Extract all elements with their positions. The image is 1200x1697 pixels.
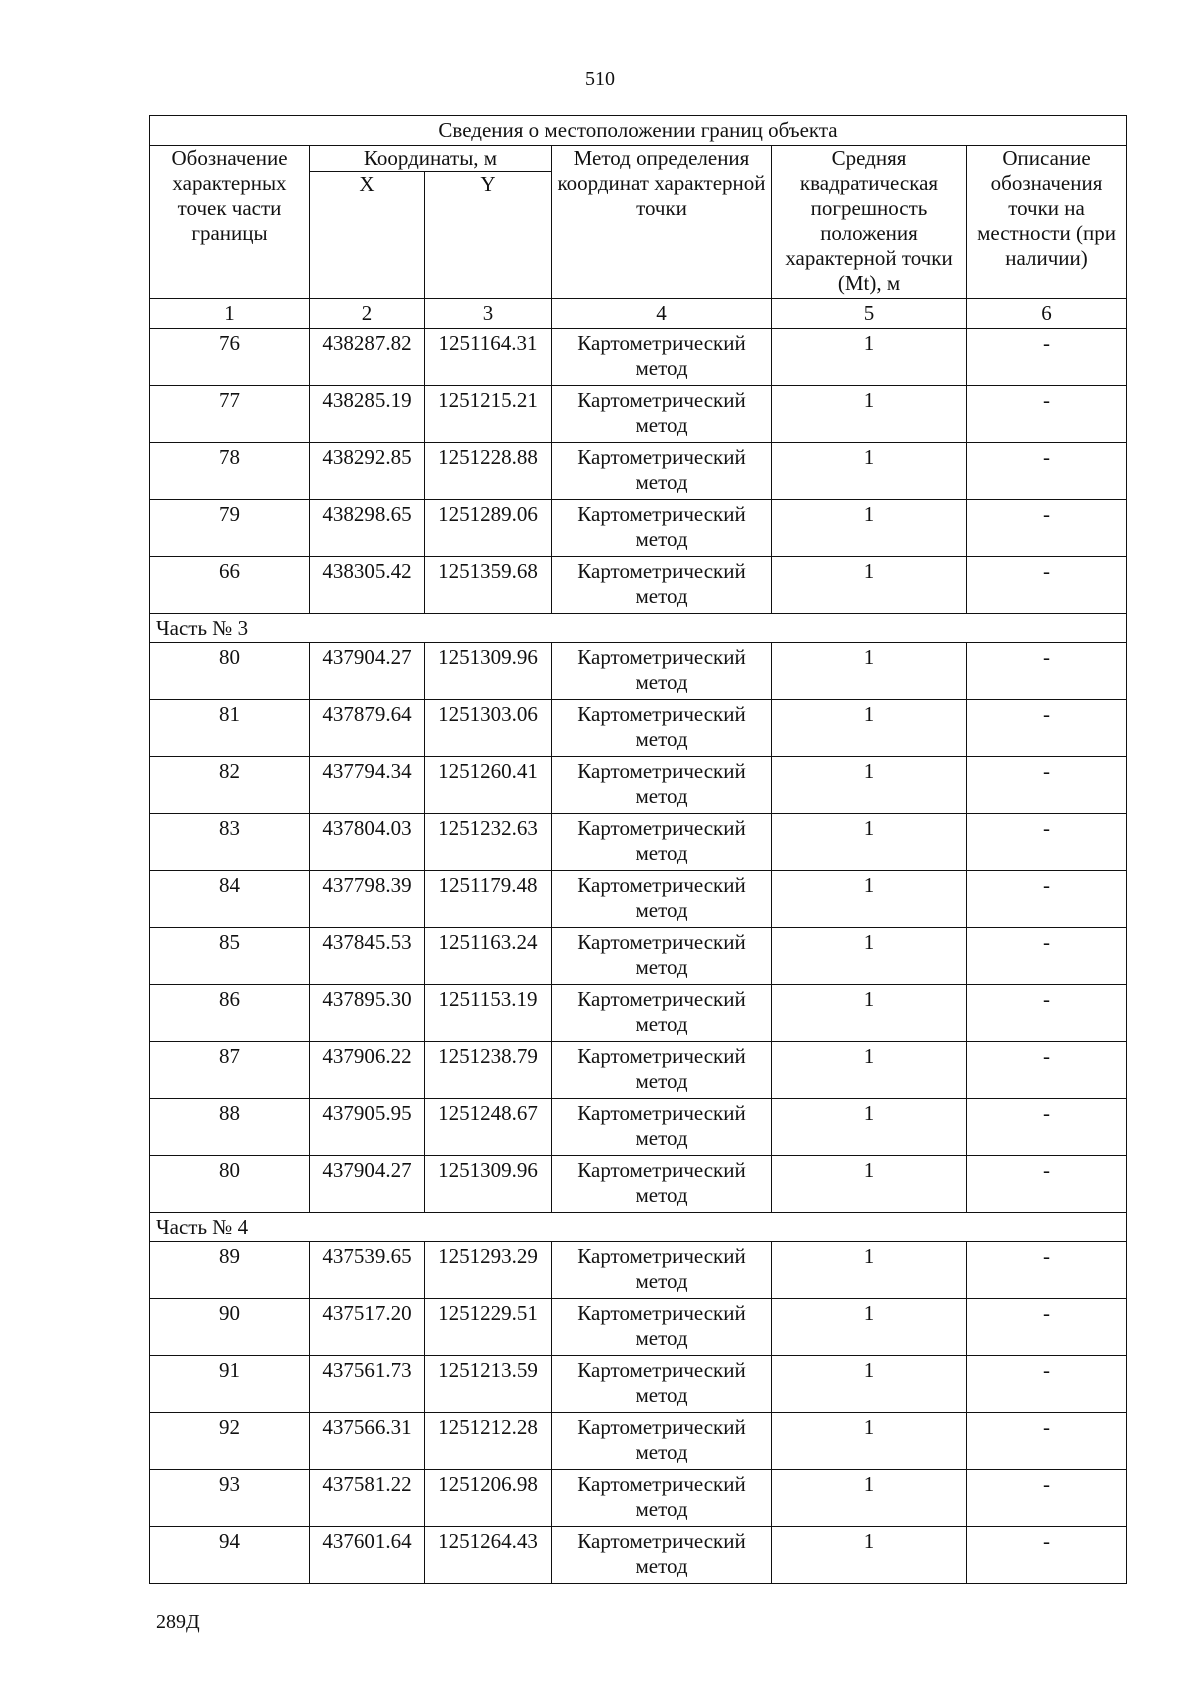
footer-code: 289Д [156,1611,200,1633]
method-cell: Картометрический метод [552,1242,772,1299]
description-cell: - [967,1356,1127,1413]
x-coordinate-cell: 437798.39 [310,871,425,928]
x-coordinate-cell: 438298.65 [310,500,425,557]
method-cell: Картометрический метод [552,557,772,614]
y-coordinate-cell: 1251293.29 [425,1242,552,1299]
table-row [150,871,1127,928]
table-row [150,500,1127,557]
x-coordinate-cell: 437566.31 [310,1413,425,1470]
header-method: Метод определения координат характерной точки [552,146,772,299]
description-cell: - [967,1470,1127,1527]
error-cell: 1 [772,643,967,700]
error-cell: 1 [772,1527,967,1584]
x-coordinate-cell: 437601.64 [310,1527,425,1584]
description-cell: - [967,928,1127,985]
description-cell: - [967,1242,1127,1299]
y-coordinate-cell: 1251212.28 [425,1413,552,1470]
method-cell: Картометрический метод [552,1156,772,1213]
point-cell: 78 [150,443,310,500]
x-coordinate-cell: 437561.73 [310,1356,425,1413]
header-error: Средняя квадратическая погрешность положения характерной точки (Mt), м [772,146,967,299]
y-coordinate-cell: 1251164.31 [425,329,552,386]
header-description: Описание обозначения точки на местности (при наличии) [967,146,1127,299]
y-coordinate-cell: 1251206.98 [425,1470,552,1527]
y-coordinate-cell: 1251232.63 [425,814,552,871]
table-row [150,1470,1127,1527]
method-cell: Картометрический метод [552,1527,772,1584]
error-cell: 1 [772,1042,967,1099]
column-number: 3 [425,299,552,329]
method-cell: Картометрический метод [552,1042,772,1099]
y-coordinate-cell: 1251179.48 [425,871,552,928]
column-numbers-row [150,299,1127,329]
description-cell: - [967,386,1127,443]
description-cell: - [967,500,1127,557]
part-heading: Часть № 3 [150,614,1127,643]
y-coordinate-cell: 1251248.67 [425,1099,552,1156]
header-y: Y [425,172,552,299]
method-cell: Картометрический метод [552,1099,772,1156]
column-number: 1 [150,299,310,329]
method-cell: Картометрический метод [552,1413,772,1470]
point-cell: 80 [150,643,310,700]
x-coordinate-cell: 438285.19 [310,386,425,443]
error-cell: 1 [772,700,967,757]
y-coordinate-cell: 1251213.59 [425,1356,552,1413]
description-cell: - [967,443,1127,500]
error-cell: 1 [772,500,967,557]
error-cell: 1 [772,757,967,814]
point-cell: 87 [150,1042,310,1099]
header-coordinates: Координаты, м [310,146,552,172]
table-row [150,1042,1127,1099]
error-cell: 1 [772,557,967,614]
header-x: X [310,172,425,299]
table-row [150,1299,1127,1356]
header-point-designation: Обозначение характерных точек части границы [150,146,310,299]
error-cell: 1 [772,814,967,871]
column-number: 2 [310,299,425,329]
method-cell: Картометрический метод [552,814,772,871]
method-cell: Картометрический метод [552,757,772,814]
y-coordinate-cell: 1251228.88 [425,443,552,500]
method-cell: Картометрический метод [552,1299,772,1356]
point-cell: 84 [150,871,310,928]
y-coordinate-cell: 1251153.19 [425,985,552,1042]
point-cell: 90 [150,1299,310,1356]
description-cell: - [967,643,1127,700]
point-cell: 77 [150,386,310,443]
table-row [150,985,1127,1042]
point-cell: 89 [150,1242,310,1299]
x-coordinate-cell: 437905.95 [310,1099,425,1156]
error-cell: 1 [772,386,967,443]
error-cell: 1 [772,928,967,985]
point-cell: 79 [150,500,310,557]
y-coordinate-cell: 1251238.79 [425,1042,552,1099]
error-cell: 1 [772,443,967,500]
method-cell: Картометрический метод [552,500,772,557]
x-coordinate-cell: 438292.85 [310,443,425,500]
point-cell: 92 [150,1413,310,1470]
description-cell: - [967,814,1127,871]
error-cell: 1 [772,329,967,386]
method-cell: Картометрический метод [552,928,772,985]
error-cell: 1 [772,985,967,1042]
table-row [150,1527,1127,1584]
part-heading-row [150,614,1127,643]
x-coordinate-cell: 437517.20 [310,1299,425,1356]
x-coordinate-cell: 437581.22 [310,1470,425,1527]
column-number: 6 [967,299,1127,329]
point-cell: 94 [150,1527,310,1584]
method-cell: Картометрический метод [552,700,772,757]
y-coordinate-cell: 1251309.96 [425,643,552,700]
point-cell: 93 [150,1470,310,1527]
description-cell: - [967,1156,1127,1213]
table-header-row [150,146,1127,172]
x-coordinate-cell: 437904.27 [310,1156,425,1213]
description-cell: - [967,757,1127,814]
y-coordinate-cell: 1251229.51 [425,1299,552,1356]
point-cell: 76 [150,329,310,386]
point-cell: 91 [150,1356,310,1413]
point-cell: 66 [150,557,310,614]
table-row [150,700,1127,757]
point-cell: 80 [150,1156,310,1213]
table-caption-row [150,116,1127,146]
error-cell: 1 [772,1242,967,1299]
x-coordinate-cell: 437879.64 [310,700,425,757]
table-row [150,1156,1127,1213]
column-number: 5 [772,299,967,329]
description-cell: - [967,557,1127,614]
point-cell: 81 [150,700,310,757]
error-cell: 1 [772,871,967,928]
point-cell: 83 [150,814,310,871]
description-cell: - [967,985,1127,1042]
error-cell: 1 [772,1356,967,1413]
description-cell: - [967,1413,1127,1470]
table-caption: Сведения о местоположении границ объекта [150,116,1127,146]
description-cell: - [967,1299,1127,1356]
y-coordinate-cell: 1251264.43 [425,1527,552,1584]
table-row [150,386,1127,443]
y-coordinate-cell: 1251163.24 [425,928,552,985]
error-cell: 1 [772,1470,967,1527]
method-cell: Картометрический метод [552,443,772,500]
point-cell: 86 [150,985,310,1042]
error-cell: 1 [772,1413,967,1470]
y-coordinate-cell: 1251359.68 [425,557,552,614]
table-row [150,1356,1127,1413]
method-cell: Картометрический метод [552,1356,772,1413]
table-row [150,443,1127,500]
x-coordinate-cell: 437906.22 [310,1042,425,1099]
y-coordinate-cell: 1251215.21 [425,386,552,443]
table-row [150,1242,1127,1299]
description-cell: - [967,871,1127,928]
table-row [150,1099,1127,1156]
y-coordinate-cell: 1251303.06 [425,700,552,757]
table-row [150,557,1127,614]
method-cell: Картометрический метод [552,871,772,928]
table-row [150,329,1127,386]
x-coordinate-cell: 437895.30 [310,985,425,1042]
method-cell: Картометрический метод [552,1470,772,1527]
description-cell: - [967,700,1127,757]
table-row [150,757,1127,814]
page-number: 510 [585,68,615,90]
x-coordinate-cell: 438305.42 [310,557,425,614]
table-row [150,1413,1127,1470]
error-cell: 1 [772,1299,967,1356]
point-cell: 85 [150,928,310,985]
part-heading-row [150,1213,1127,1242]
error-cell: 1 [772,1156,967,1213]
x-coordinate-cell: 437804.03 [310,814,425,871]
x-coordinate-cell: 437539.65 [310,1242,425,1299]
part-heading: Часть № 4 [150,1213,1127,1242]
x-coordinate-cell: 437794.34 [310,757,425,814]
description-cell: - [967,1527,1127,1584]
table-row [150,928,1127,985]
x-coordinate-cell: 438287.82 [310,329,425,386]
y-coordinate-cell: 1251260.41 [425,757,552,814]
column-number: 4 [552,299,772,329]
method-cell: Картометрический метод [552,386,772,443]
method-cell: Картометрический метод [552,329,772,386]
description-cell: - [967,329,1127,386]
method-cell: Картометрический метод [552,985,772,1042]
boundary-coordinates-table [149,115,1127,1584]
x-coordinate-cell: 437904.27 [310,643,425,700]
description-cell: - [967,1042,1127,1099]
y-coordinate-cell: 1251309.96 [425,1156,552,1213]
description-cell: - [967,1099,1127,1156]
point-cell: 82 [150,757,310,814]
method-cell: Картометрический метод [552,643,772,700]
error-cell: 1 [772,1099,967,1156]
y-coordinate-cell: 1251289.06 [425,500,552,557]
table-row [150,814,1127,871]
x-coordinate-cell: 437845.53 [310,928,425,985]
table-row [150,643,1127,700]
point-cell: 88 [150,1099,310,1156]
